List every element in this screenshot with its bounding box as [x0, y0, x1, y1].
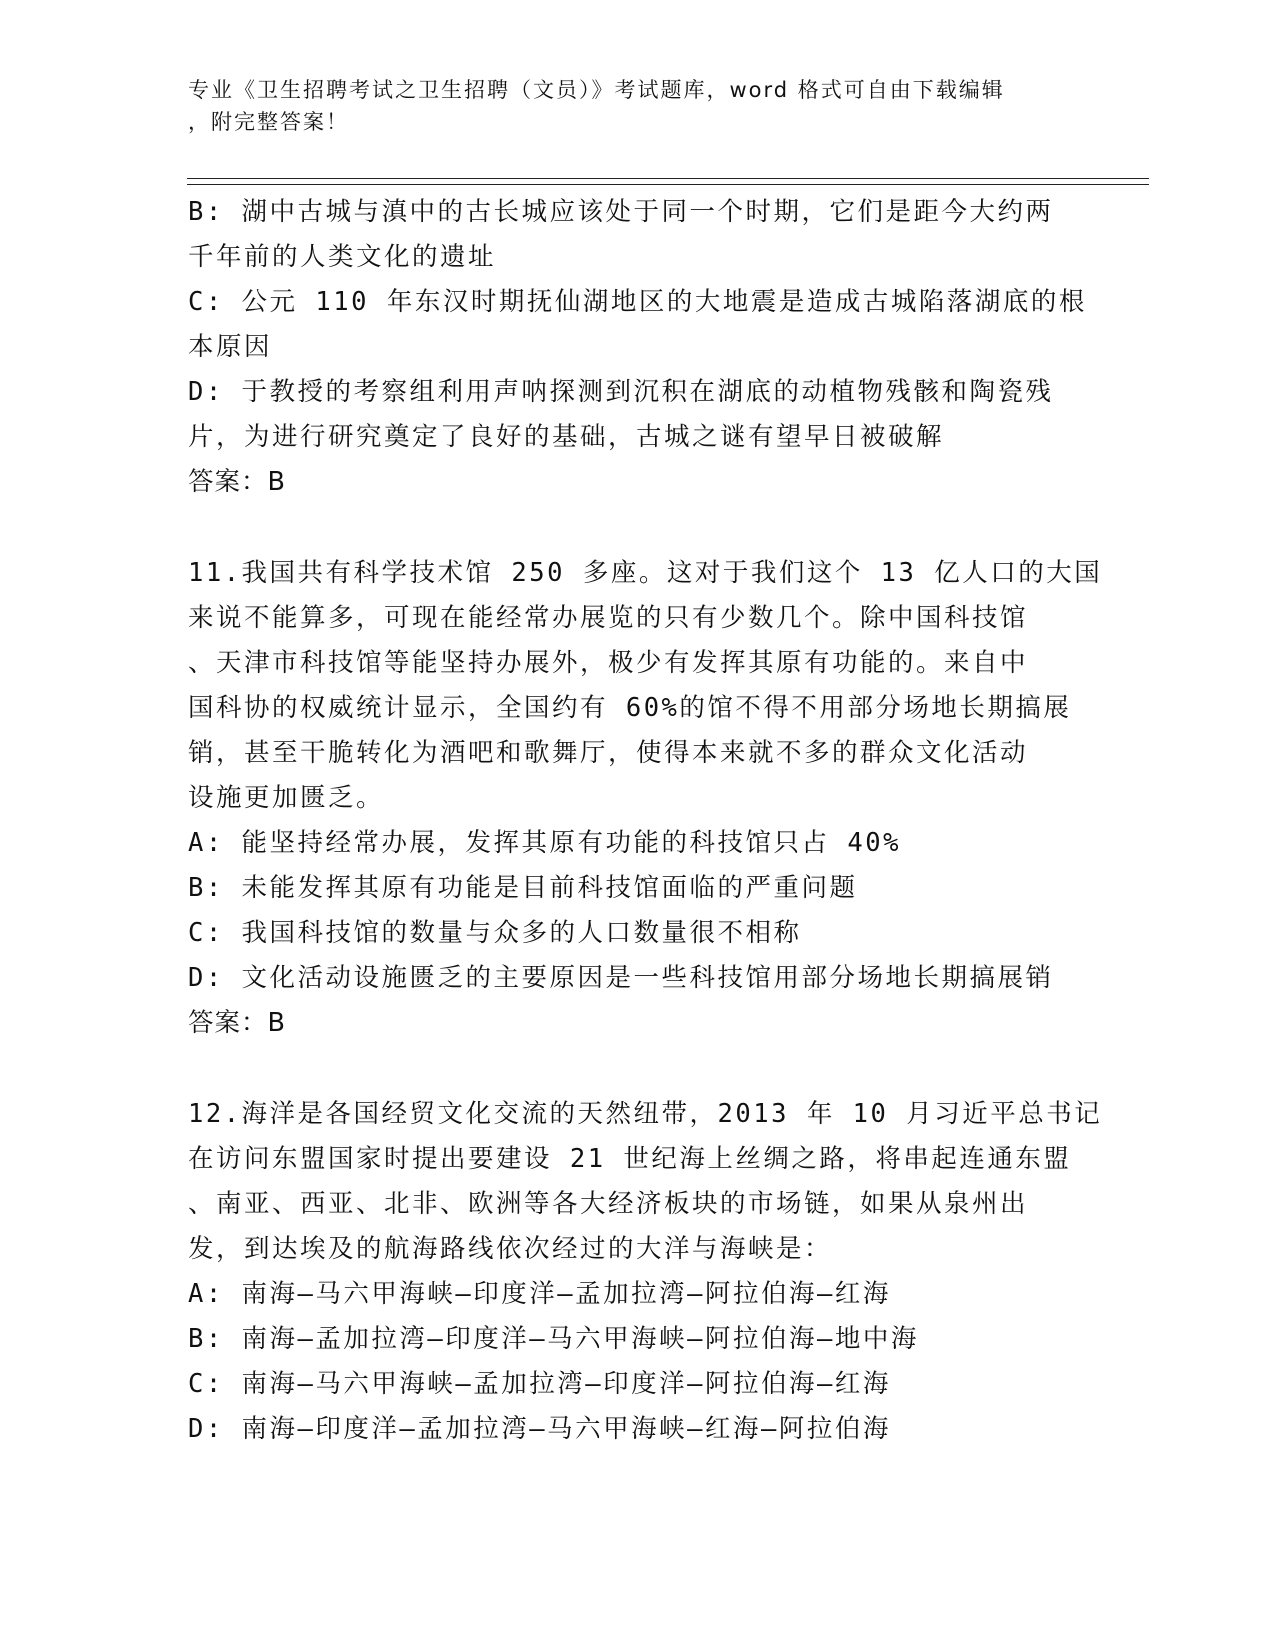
document-body — [188, 190, 1103, 1452]
question-stem-line: 12.海洋是各国经贸文化交流的天然纽带，2013 年 10 月习近平总书记 — [188, 1099, 1103, 1129]
option-b: B: 南海—孟加拉湾—印度洋—马六甲海峡—阿拉伯海—地中海 — [188, 1324, 919, 1354]
question-stem-line: 11.我国共有科学技术馆 250 多座。这对于我们这个 13 亿人口的大国 — [188, 558, 1103, 588]
option-d-line-2: 片，为进行研究奠定了良好的基础，古城之谜有望早日被破解 — [188, 422, 945, 452]
option-b: B: 未能发挥其原有功能是目前科技馆面临的严重问题 — [188, 873, 858, 903]
option-c-line-1: C: 公元 110 年东汉时期抚仙湖地区的大地震是造成古城陷落湖底的根 — [188, 287, 1087, 317]
header-divider-double — [187, 184, 1149, 185]
option-a: A: 能坚持经常办展，发挥其原有功能的科技馆只占 40% — [188, 828, 901, 858]
question-stem-line: 国科协的权威统计显示，全国约有 60%的馆不得不用部分场地长期搞展 — [188, 693, 1072, 723]
option-b-line-2: 千年前的人类文化的遗址 — [188, 242, 497, 272]
option-d-line-1: D: 于教授的考察组利用声呐探测到沉积在湖底的动植物残骸和陶瓷残 — [188, 377, 1054, 407]
question-stem-line: 设施更加匮乏。 — [188, 783, 385, 813]
header-line-2: ，附完整答案！ — [188, 110, 349, 134]
answer-line: 答案：B — [188, 467, 286, 497]
option-c: C: 南海—马六甲海峡—孟加拉湾—印度洋—阿拉伯海—红海 — [188, 1369, 891, 1399]
question-stem-line: 来说不能算多，可现在能经常办展览的只有少数几个。除中国科技馆 — [188, 603, 1029, 633]
question-12 — [188, 1092, 1103, 1452]
question-10-options — [188, 190, 1088, 505]
option-b-line-1: B: 湖中古城与滇中的古长城应该处于同一个时期，它们是距今大约两 — [188, 197, 1054, 227]
answer-line: 答案：B — [188, 1008, 286, 1038]
header-line-1: 专业《卫生招聘考试之卫生招聘（文员）》考试题库，word 格式可自由下载编辑 — [188, 78, 1005, 102]
option-d: D: 南海—印度洋—孟加拉湾—马六甲海峡—红海—阿拉伯海 — [188, 1414, 891, 1444]
question-stem-line: 销，甚至干脆转化为酒吧和歌舞厅，使得本来就不多的群众文化活动 — [188, 738, 1029, 768]
page-header — [188, 74, 1068, 138]
question-stem-line: 、南亚、西亚、北非、欧洲等各大经济板块的市场链，如果从泉州出 — [188, 1189, 1029, 1219]
option-d: D: 文化活动设施匮乏的主要原因是一些科技馆用部分场地长期搞展销 — [188, 963, 1054, 993]
question-stem-line: 发，到达埃及的航海路线依次经过的大洋与海峡是： — [188, 1234, 833, 1264]
option-c-line-2: 本原因 — [188, 332, 273, 362]
option-a: A: 南海—马六甲海峡—印度洋—孟加拉湾—阿拉伯海—红海 — [188, 1279, 891, 1309]
header-divider — [187, 178, 1149, 179]
question-stem-line: 、天津市科技馆等能坚持办展外，极少有发挥其原有功能的。来自中 — [188, 648, 1029, 678]
option-c: C: 我国科技馆的数量与众多的人口数量很不相称 — [188, 918, 802, 948]
question-stem-line: 在访问东盟国家时提出要建设 21 世纪海上丝绸之路，将串起连通东盟 — [188, 1144, 1072, 1174]
spacer — [188, 1046, 1088, 1092]
question-11 — [188, 551, 1103, 1046]
spacer — [188, 505, 1088, 551]
